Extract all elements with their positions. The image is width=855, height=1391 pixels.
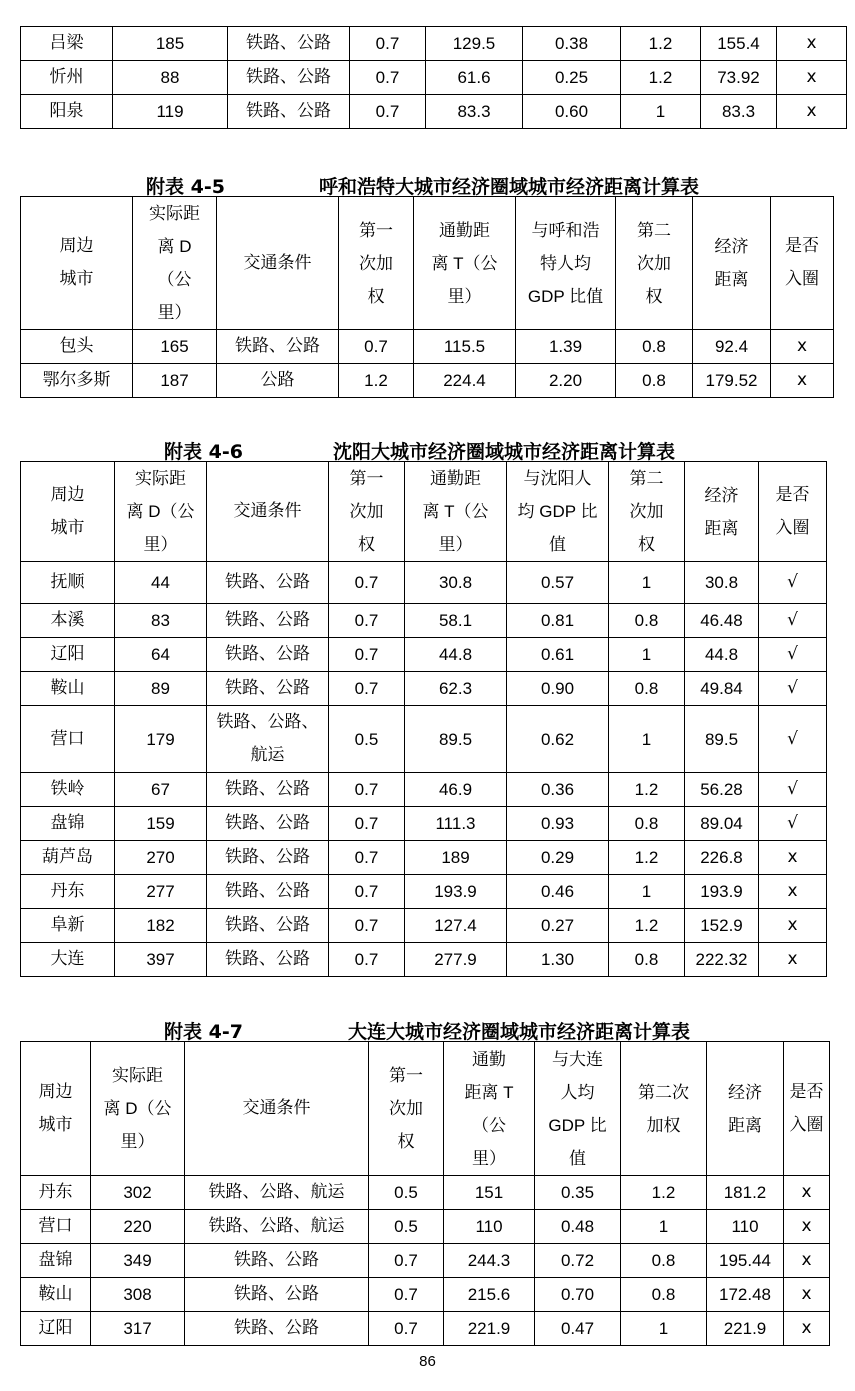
table-cell: 221.9 <box>444 1312 535 1346</box>
table-cell: 193.9 <box>685 875 759 909</box>
table-cell: 0.7 <box>350 61 426 95</box>
table-cell: 0.61 <box>507 638 609 672</box>
table-cell: 0.8 <box>609 672 685 706</box>
table-cell: 营口 <box>21 706 115 773</box>
table-cell: 61.6 <box>426 61 523 95</box>
table-cell: 铁路、公路 <box>207 943 329 977</box>
table-cell: 鄂尔多斯 <box>21 364 133 398</box>
table-cell: 0.48 <box>535 1210 621 1244</box>
table-cell: 0.5 <box>329 706 405 773</box>
table-cell: x <box>777 27 847 61</box>
header-cell: 与大连 人均 GDP 比 值 <box>535 1042 621 1176</box>
table-cell: x <box>759 943 827 977</box>
table-cell: 0.7 <box>369 1244 444 1278</box>
table-cell: 277.9 <box>405 943 507 977</box>
table-cell: 丹东 <box>21 875 115 909</box>
table-cell: 营口 <box>21 1210 91 1244</box>
table-cell: x <box>759 875 827 909</box>
header-cell: 交通条件 <box>185 1042 369 1176</box>
table-cell: 0.7 <box>350 95 426 129</box>
table-cell: x <box>759 909 827 943</box>
table-cell: 270 <box>115 841 207 875</box>
table-cell: 89.5 <box>685 706 759 773</box>
table-row <box>21 562 827 604</box>
header-cell: 实际距 离 D （公 里） <box>133 197 217 330</box>
table-cell: 92.4 <box>693 330 771 364</box>
table-cell: 159 <box>115 807 207 841</box>
table-cell: 0.8 <box>621 1244 707 1278</box>
table-cell: √ <box>759 562 827 604</box>
table-cell: 1 <box>609 875 685 909</box>
table-cell: 44.8 <box>685 638 759 672</box>
table-cell: 1.2 <box>609 773 685 807</box>
table-cell: 317 <box>91 1312 185 1346</box>
table-cell: 62.3 <box>405 672 507 706</box>
table-cell: 铁路、公路、航运 <box>185 1176 369 1210</box>
table-4-7-caption-id: 附表 4-7 <box>164 1021 243 1043</box>
table-cell: 忻州 <box>21 61 113 95</box>
table-cell: 83.3 <box>701 95 777 129</box>
table-cell: 阜新 <box>21 909 115 943</box>
table-cell: 0.93 <box>507 807 609 841</box>
table-cell: 0.7 <box>329 604 405 638</box>
table-cell: 本溪 <box>21 604 115 638</box>
table-cell: 铁路、公路 <box>207 807 329 841</box>
table-cell: 88 <box>113 61 228 95</box>
header-cell: 周边 城市 <box>21 197 133 330</box>
table-cell: 172.48 <box>707 1278 784 1312</box>
header-cell: 第一 次加 权 <box>369 1042 444 1176</box>
table-row <box>21 638 827 672</box>
table-row <box>21 909 827 943</box>
table-cell: 吕梁 <box>21 27 113 61</box>
table-cell: 1.2 <box>339 364 414 398</box>
table-cell: 193.9 <box>405 875 507 909</box>
table-row <box>21 95 847 129</box>
table-4-5 <box>20 196 834 398</box>
table-cell: √ <box>759 807 827 841</box>
table-cell: √ <box>759 672 827 706</box>
table-cell: 224.4 <box>414 364 516 398</box>
table-row <box>21 943 827 977</box>
table-cell: 151 <box>444 1176 535 1210</box>
table-cell: 0.7 <box>329 909 405 943</box>
table-cell: 179.52 <box>693 364 771 398</box>
table-cell: 189 <box>405 841 507 875</box>
table-row <box>21 807 827 841</box>
header-cell: 第一 次加 权 <box>339 197 414 330</box>
table-cell: 1.2 <box>621 27 701 61</box>
table-row <box>21 1176 830 1210</box>
table-row <box>21 1278 830 1312</box>
table-cell: 0.5 <box>369 1176 444 1210</box>
table-cell: 83.3 <box>426 95 523 129</box>
table-cell: 152.9 <box>685 909 759 943</box>
table-cell: x <box>784 1278 830 1312</box>
table-cell: 丹东 <box>21 1176 91 1210</box>
table-row <box>21 1312 830 1346</box>
table-cell: 铁路、公路 <box>207 841 329 875</box>
table-cell: x <box>784 1210 830 1244</box>
table-4-7-caption-title: 大连大城市经济圈域城市经济距离计算表 <box>348 1021 691 1043</box>
table-row <box>21 61 847 95</box>
table-cell: 195.44 <box>707 1244 784 1278</box>
table-cell: 0.29 <box>507 841 609 875</box>
table-cell: 铁岭 <box>21 773 115 807</box>
table-cell: 铁路、公路 <box>217 330 339 364</box>
header-cell: 与沈阳人 均 GDP 比 值 <box>507 462 609 562</box>
table-cell: 铁路、公路 <box>228 61 350 95</box>
table-cell: 0.7 <box>339 330 414 364</box>
page-number: 86 <box>419 1353 436 1370</box>
table-cell: 0.8 <box>616 364 693 398</box>
table-cell: 127.4 <box>405 909 507 943</box>
table-cell: 308 <box>91 1278 185 1312</box>
table-row <box>21 27 847 61</box>
table-cell: 1.2 <box>621 61 701 95</box>
continued-table <box>20 26 847 129</box>
table-cell: √ <box>759 706 827 773</box>
table-cell: 包头 <box>21 330 133 364</box>
header-cell: 第一 次加 权 <box>329 462 405 562</box>
table-cell: x <box>777 61 847 95</box>
table-cell: 0.38 <box>523 27 621 61</box>
table-cell: x <box>777 95 847 129</box>
table-row <box>21 672 827 706</box>
header-cell: 是否 入圈 <box>784 1042 830 1176</box>
header-cell: 实际距 离 D（公 里） <box>91 1042 185 1176</box>
table-cell: 182 <box>115 909 207 943</box>
table-cell: 0.5 <box>369 1210 444 1244</box>
table-4-6-caption-title: 沈阳大城市经济圈域城市经济距离计算表 <box>333 441 676 463</box>
table-cell: 89 <box>115 672 207 706</box>
table-cell: 0.7 <box>329 773 405 807</box>
table-header-row <box>21 462 827 562</box>
table-cell: 1.39 <box>516 330 616 364</box>
table-cell: 0.27 <box>507 909 609 943</box>
table-row <box>21 604 827 638</box>
table-cell: 30.8 <box>685 562 759 604</box>
table-cell: 56.28 <box>685 773 759 807</box>
header-cell: 是否 入圈 <box>759 462 827 562</box>
table-cell: 46.9 <box>405 773 507 807</box>
table-cell: 49.84 <box>685 672 759 706</box>
table-cell: 0.8 <box>609 604 685 638</box>
table-cell: 244.3 <box>444 1244 535 1278</box>
table-header-row <box>21 1042 830 1176</box>
table-cell: x <box>771 330 834 364</box>
table-cell: 397 <box>115 943 207 977</box>
table-cell: 大连 <box>21 943 115 977</box>
header-cell: 与呼和浩 特人均 GDP 比值 <box>516 197 616 330</box>
header-cell: 周边 城市 <box>21 462 115 562</box>
table-4-6-caption <box>164 437 243 464</box>
table-cell: 1 <box>609 706 685 773</box>
table-cell: 1.2 <box>609 841 685 875</box>
table-cell: 89.04 <box>685 807 759 841</box>
table-cell: 0.47 <box>535 1312 621 1346</box>
table-cell: 0.7 <box>329 672 405 706</box>
table-header-row <box>21 197 834 330</box>
table-cell: x <box>771 364 834 398</box>
table-cell: 215.6 <box>444 1278 535 1312</box>
table-cell: 64 <box>115 638 207 672</box>
table-cell: 铁路、公路 <box>185 1278 369 1312</box>
table-cell: 0.7 <box>369 1278 444 1312</box>
table-cell: 89.5 <box>405 706 507 773</box>
table-cell: 155.4 <box>701 27 777 61</box>
table-cell: 阳泉 <box>21 95 113 129</box>
table-cell: 0.7 <box>369 1312 444 1346</box>
table-cell: 铁路、公路、 航运 <box>207 706 329 773</box>
table-cell: 铁路、公路 <box>207 672 329 706</box>
table-cell: 44.8 <box>405 638 507 672</box>
table-cell: 0.72 <box>535 1244 621 1278</box>
table-4-5-caption <box>146 172 225 199</box>
table-cell: 165 <box>133 330 217 364</box>
header-cell: 经济 距离 <box>707 1042 784 1176</box>
table-cell: 葫芦岛 <box>21 841 115 875</box>
table-cell: 110 <box>707 1210 784 1244</box>
table-cell: √ <box>759 638 827 672</box>
table-cell: 铁路、公路 <box>207 875 329 909</box>
table-cell: 221.9 <box>707 1312 784 1346</box>
table-cell: 公路 <box>217 364 339 398</box>
table-cell: 0.81 <box>507 604 609 638</box>
table-cell: 129.5 <box>426 27 523 61</box>
table-cell: 58.1 <box>405 604 507 638</box>
table-cell: 1.30 <box>507 943 609 977</box>
table-cell: 铁路、公路 <box>228 27 350 61</box>
table-cell: 0.60 <box>523 95 621 129</box>
table-cell: 0.8 <box>609 943 685 977</box>
table-row <box>21 875 827 909</box>
table-cell: 0.62 <box>507 706 609 773</box>
header-cell: 通勤 距离 T （公 里） <box>444 1042 535 1176</box>
table-cell: 铁路、公路 <box>207 638 329 672</box>
table-cell: √ <box>759 773 827 807</box>
table-cell: 0.7 <box>329 638 405 672</box>
table-cell: 187 <box>133 364 217 398</box>
table-4-5-caption-id: 附表 4-5 <box>146 176 225 198</box>
table-cell: 铁路、公路 <box>228 95 350 129</box>
table-row <box>21 773 827 807</box>
table-cell: 0.8 <box>616 330 693 364</box>
header-cell: 是否 入圈 <box>771 197 834 330</box>
header-cell: 第二 次加 权 <box>609 462 685 562</box>
table-cell: 0.35 <box>535 1176 621 1210</box>
table-row <box>21 330 834 364</box>
table-cell: 0.36 <box>507 773 609 807</box>
table-cell: 119 <box>113 95 228 129</box>
table-cell: 铁路、公路 <box>185 1312 369 1346</box>
table-cell: 0.7 <box>329 875 405 909</box>
table-cell: 44 <box>115 562 207 604</box>
header-cell: 交通条件 <box>207 462 329 562</box>
table-cell: 2.20 <box>516 364 616 398</box>
table-row <box>21 364 834 398</box>
table-cell: 0.7 <box>329 807 405 841</box>
table-cell: 222.32 <box>685 943 759 977</box>
table-cell: 1.2 <box>621 1176 707 1210</box>
table-cell: 0.25 <box>523 61 621 95</box>
table-cell: 铁路、公路 <box>207 562 329 604</box>
table-row <box>21 1210 830 1244</box>
table-cell: 铁路、公路 <box>207 909 329 943</box>
header-cell: 通勤距 离 T（公 里） <box>405 462 507 562</box>
table-cell: 铁路、公路 <box>207 604 329 638</box>
table-cell: 1 <box>621 1312 707 1346</box>
table-cell: 110 <box>444 1210 535 1244</box>
table-cell: x <box>759 841 827 875</box>
table-4-5-caption-title: 呼和浩特大城市经济圈域城市经济距离计算表 <box>319 176 700 198</box>
table-cell: 349 <box>91 1244 185 1278</box>
header-cell: 实际距 离 D（公 里） <box>115 462 207 562</box>
table-cell: 83 <box>115 604 207 638</box>
table-cell: 抚顺 <box>21 562 115 604</box>
table-row <box>21 1244 830 1278</box>
table-cell: 0.46 <box>507 875 609 909</box>
table-row <box>21 841 827 875</box>
table-cell: 铁路、公路、航运 <box>185 1210 369 1244</box>
table-cell: 46.48 <box>685 604 759 638</box>
table-4-7-caption <box>164 1017 243 1044</box>
table-cell: 鞍山 <box>21 672 115 706</box>
table-cell: x <box>784 1176 830 1210</box>
table-cell: x <box>784 1312 830 1346</box>
table-cell: 0.7 <box>329 562 405 604</box>
table-row <box>21 706 827 773</box>
table-cell: 30.8 <box>405 562 507 604</box>
header-cell: 周边 城市 <box>21 1042 91 1176</box>
table-cell: 1.2 <box>609 909 685 943</box>
header-cell: 经济 距离 <box>685 462 759 562</box>
table-cell: 鞍山 <box>21 1278 91 1312</box>
table-4-6 <box>20 461 827 977</box>
table-cell: 辽阳 <box>21 638 115 672</box>
table-cell: 0.8 <box>621 1278 707 1312</box>
table-cell: 73.92 <box>701 61 777 95</box>
table-cell: 0.7 <box>329 943 405 977</box>
table-4-7 <box>20 1041 830 1346</box>
table-cell: 0.70 <box>535 1278 621 1312</box>
table-cell: x <box>784 1244 830 1278</box>
table-cell: 181.2 <box>707 1176 784 1210</box>
table-cell: 0.7 <box>329 841 405 875</box>
table-cell: 115.5 <box>414 330 516 364</box>
table-cell: 111.3 <box>405 807 507 841</box>
table-cell: 302 <box>91 1176 185 1210</box>
table-cell: 0.8 <box>609 807 685 841</box>
table-cell: 220 <box>91 1210 185 1244</box>
table-cell: 1 <box>609 638 685 672</box>
table-cell: 盘锦 <box>21 807 115 841</box>
table-cell: 盘锦 <box>21 1244 91 1278</box>
table-cell: 铁路、公路 <box>207 773 329 807</box>
header-cell: 第二 次加 权 <box>616 197 693 330</box>
table-cell: 185 <box>113 27 228 61</box>
table-cell: 179 <box>115 706 207 773</box>
table-cell: 1 <box>609 562 685 604</box>
table-cell: √ <box>759 604 827 638</box>
table-cell: 226.8 <box>685 841 759 875</box>
table-cell: 1 <box>621 95 701 129</box>
header-cell: 通勤距 离 T（公 里） <box>414 197 516 330</box>
table-4-6-caption-id: 附表 4-6 <box>164 441 243 463</box>
table-cell: 1 <box>621 1210 707 1244</box>
header-cell: 经济 距离 <box>693 197 771 330</box>
table-cell: 277 <box>115 875 207 909</box>
table-cell: 0.90 <box>507 672 609 706</box>
table-cell: 0.7 <box>350 27 426 61</box>
header-cell: 交通条件 <box>217 197 339 330</box>
table-cell: 67 <box>115 773 207 807</box>
table-cell: 铁路、公路 <box>185 1244 369 1278</box>
table-cell: 0.57 <box>507 562 609 604</box>
table-cell: 辽阳 <box>21 1312 91 1346</box>
header-cell: 第二次 加权 <box>621 1042 707 1176</box>
